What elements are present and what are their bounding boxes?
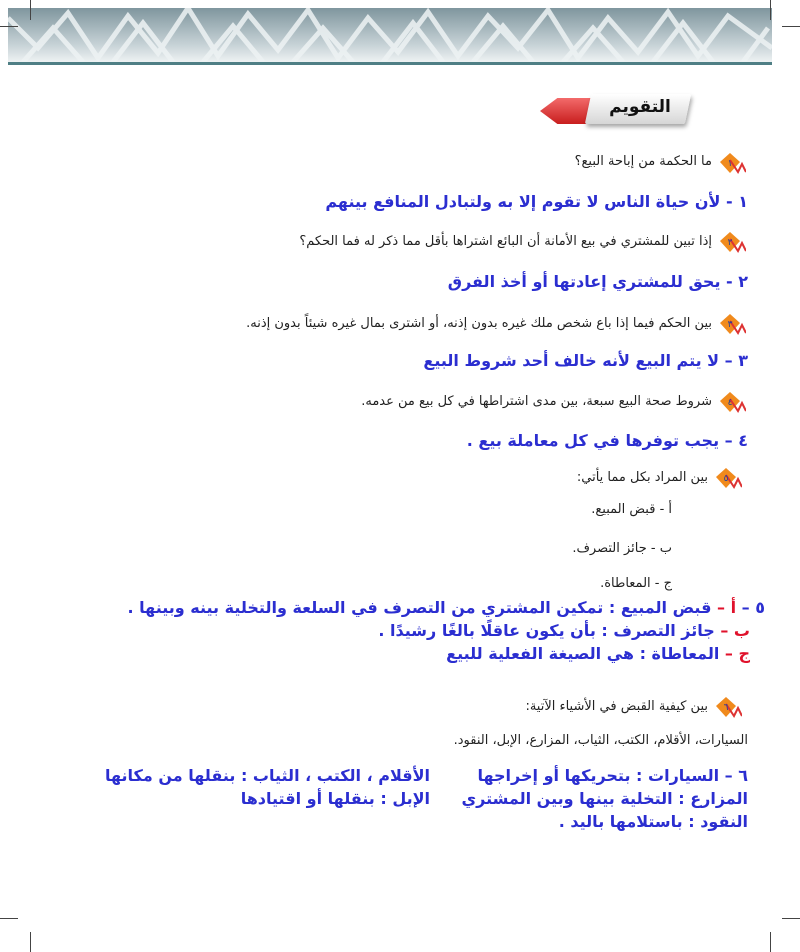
section-title: التقويم (609, 97, 671, 117)
answer-6-money: النقود : باستلامها باليد . (558, 812, 748, 831)
answer-6-pens-books: الأقلام ، الكتب ، الثياب : بنقلها من مكانها (104, 766, 430, 785)
answer-6-cars: ٦ – السيارات : بتحريكها أو إخراجها (477, 766, 748, 785)
answer-5-line-2 (378, 621, 750, 640)
crop-mark (30, 932, 31, 952)
crop-mark (770, 932, 771, 952)
question-5-item-c: ج - المعاطاة. (600, 576, 672, 591)
answer-5-text-c: المعاطاة : هي الصيغة الفعلية للبيع (446, 644, 720, 663)
answer-5-label-b: ب – (720, 621, 750, 640)
crop-mark (770, 0, 771, 20)
svg-text:٥: ٥ (723, 474, 729, 484)
question-5-item-b: ب - جائز التصرف. (572, 541, 672, 556)
question-2: إذا تبين للمشتري في بيع الأمانة أن البائع اشتراها بأقل مما ذكر له فما الحكم؟ (299, 234, 712, 249)
svg-text:٢: ٢ (727, 238, 733, 248)
answer-5-text-b: جائز التصرف : بأن يكون عاقلًا بالغًا رشيدًا . (378, 621, 715, 640)
svg-text:٤: ٤ (727, 398, 733, 408)
answer-5-number: ٥ – (741, 598, 765, 617)
answer-2: ٢ - يحق للمشتري إعادتها أو أخذ الفرق (447, 272, 748, 291)
question-6: بين كيفية القبض في الأشياء الآتية: (525, 699, 708, 714)
question-3: بين الحكم فيما إذا باع شخص ملك غيره بدون إذنه، أو اشترى بمال غيره شيئاً بدون إذنه. (246, 316, 712, 331)
question-4: شروط صحة البيع سبعة، بين مدى اشتراطها في كل بيع من عدمه. (361, 394, 712, 409)
question-number-icon (712, 696, 742, 718)
answer-5-line-1 (127, 598, 765, 617)
answer-4: ٤ – يجب توفرها في كل معاملة بيع . (466, 431, 748, 450)
question-6-list: السيارات، الأقلام، الكتب، الثياب، المزارع، الإبل، النقود. (453, 733, 748, 748)
question-5: بين المراد بكل مما يأتي: (576, 470, 708, 485)
answer-5-text-a: قبض المبيع : تمكين المشتري من التصرف في السلعة والتخلية بينه وبينها . (127, 598, 712, 617)
answer-3: ٣ – لا يتم البيع لأنه خالف أحد شروط البيع (423, 351, 748, 370)
question-number-icon (712, 467, 742, 489)
crop-mark (782, 26, 800, 27)
answer-5-label-c: ج – (724, 644, 750, 663)
crop-mark (30, 0, 31, 20)
section-title-badge (540, 94, 690, 126)
svg-text:٦: ٦ (723, 703, 729, 713)
answer-6-camels: الإبل : بنقلها أو اقتيادها (240, 789, 430, 808)
crop-mark (0, 918, 18, 919)
answer-1: ١ - لأن حياة الناس لا تقوم إلا به ولتبادل المنافع بينهم (325, 192, 748, 211)
crop-mark (782, 918, 800, 919)
answer-5-label-a: أ – (717, 598, 737, 617)
answer-5-line-3 (446, 644, 750, 663)
question-number-icon (716, 391, 746, 413)
question-number-icon (716, 231, 746, 253)
header-banner (8, 8, 772, 65)
question-number-icon (716, 313, 746, 335)
svg-text:٣: ٣ (727, 320, 733, 330)
crop-mark (0, 26, 18, 27)
svg-text:١: ١ (727, 159, 733, 169)
geometric-pattern (8, 8, 772, 62)
question-5-item-a: أ - قبض المبيع. (591, 502, 672, 517)
question-1: ما الحكمة من إباحة البيع؟ (574, 154, 712, 169)
answer-6-farms: المزارع : التخلية بينها وبين المشتري (461, 789, 748, 808)
question-number-icon (716, 152, 746, 174)
